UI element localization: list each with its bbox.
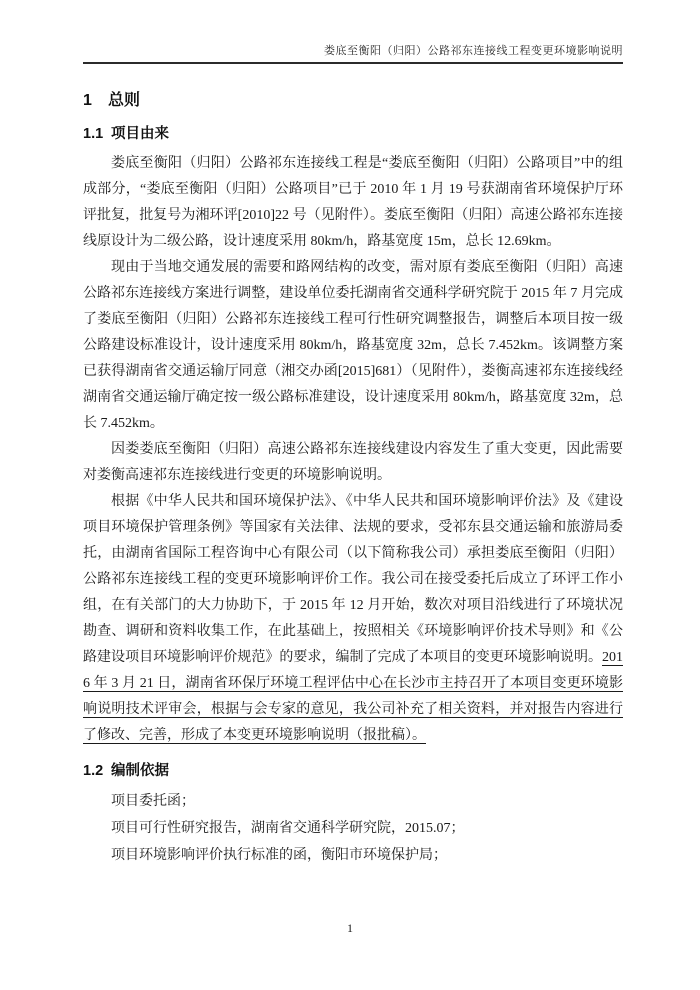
list-item: 项目环境影响评价执行标准的函，衡阳市环境保护局； (111, 848, 447, 863)
section-title: 项目由来 (111, 126, 169, 142)
paragraph (83, 489, 623, 749)
header-rule (83, 62, 623, 64)
chapter-title: 总则 (108, 92, 141, 109)
section-number: 1.1 (83, 126, 104, 142)
paragraph: 现由于当地交通发展的需要和路网结构的改变，需对原有娄底至衡阳（归阳）高速公路祁东连接线方案进行调整，建设单位委托湖南省交通科学研究院于 2015 年 7 月完成了娄底至衡阳（归阳）公路祁东连接线工程可行性研究调整报告，调整后本项目按一级公路建设标准设计，设计速度采用 80km/h，路基宽度 32m，总长 7.452km。该调整方案已获得湖南省交通运输厅同意（湘交办函[2015]681）（见附件），娄衡高速祁东连接线经湖南省交通运输厅确定按一级公路标准建设，设计速度采用 80km/h，路基宽度 32m，总长 7.452km。 (83, 260, 623, 431)
paragraph-text: 根据《中华人民共和国环境保护法》、《中华人民共和国环境影响评价法》及《建设项目环境保护管理条例》等国家有关法律、法规的要求，受祁东县交通运输和旅游局委托，由湖南省国际工程咨询中心有限公司（以下简称我公司）承担娄底至衡阳（归阳）公路祁东连接线工程的变更环境影响评价工作。我公司在接受委托后成立了环评工作小组，在有关部门的大力协助下，于 2015 年 12 月开始，数次对项目沿线进行了环境状况勘查、调研和资料收集工作，在此基础上，按照相关《环境影响评价技术导则》和《公路建设项目环境影响评价规范》的要求，编制了完成了本项目的变更环境影响说明。 (83, 494, 623, 665)
underlined-revision-note: 2016 年 3 月 21 日，湖南省环保厅环境工程评估中心在长沙市主持召开了本项目变更环境影响说明技术评审会，根据与会专家的意见，我公司补充了相关资料，并对报告内容进行了修改、完善，形成了本变更环境影响说明（报批稿）。 (83, 650, 623, 743)
paragraph: 娄底至衡阳（归阳）公路祁东连接线工程是“娄底至衡阳（归阳）公路项目”中的组成部分，“娄底至衡阳（归阳）公路项目”已于 2010 年 1 月 19 号获湖南省环境保护厅环评批复，批复号为湘环评[2010]22 号（见附件）。娄底至衡阳（归阳）高速公路祁东连接线原设计为二级公路，设计速度采用 80km/h，路基宽度 15m，总长 12.69km。 (83, 156, 623, 249)
document-body (83, 88, 623, 869)
running-header-title: 娄底至衡阳（归阳）公路祁东连接线工程变更环境影响说明 (324, 45, 623, 57)
paragraph: 因娄娄底至衡阳（归阳）高速公路祁东连接线建设内容发生了重大变更，因此需要对娄衡高速祁东连接线进行变更的环境影响说明。 (83, 442, 623, 483)
section-title: 编制依据 (111, 763, 169, 779)
section-number: 1.2 (83, 763, 104, 779)
section-heading-1-2 (83, 758, 623, 784)
page-number: 1 (347, 921, 353, 935)
list-item: 项目委托函； (111, 794, 195, 809)
section-heading-1-1 (83, 121, 623, 147)
list-item: 项目可行性研究报告，湖南省交通科学研究院，2015.07； (111, 821, 465, 836)
chapter-heading (83, 88, 623, 114)
chapter-number: 1 (83, 92, 92, 109)
